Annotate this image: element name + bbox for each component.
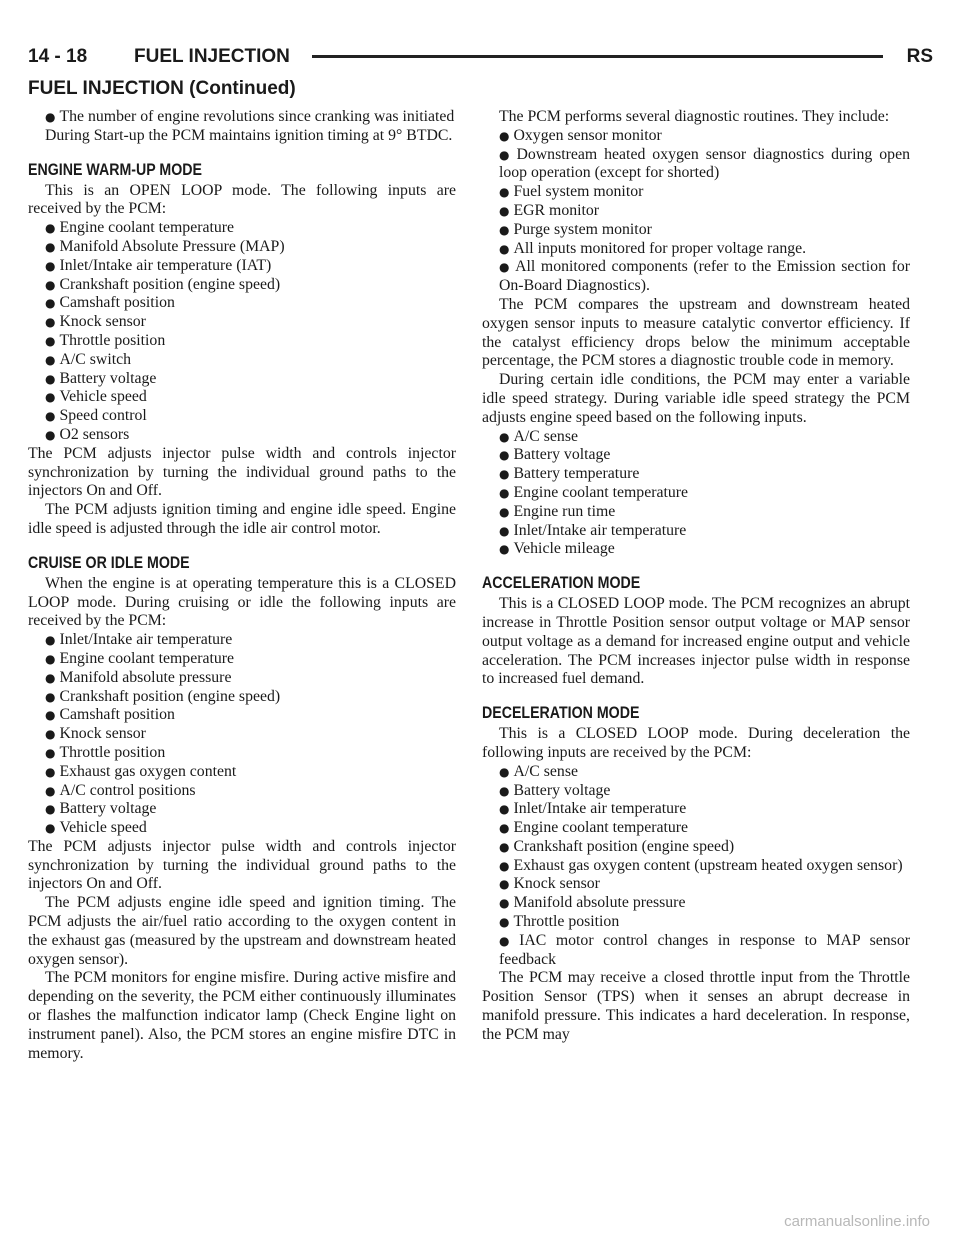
bullet-icon: ●	[45, 727, 56, 742]
heading-warmup: ENGINE WARM-UP MODE	[28, 160, 202, 179]
list-item: ● Oxygen sensor monitor	[499, 126, 662, 144]
list-item: ● IAC motor control changes in response to MAP sensor feedback	[499, 931, 910, 968]
bullet-icon: ●	[45, 821, 56, 836]
bullet-icon: ●	[499, 523, 510, 538]
list-item: ● Manifold absolute pressure	[499, 894, 686, 912]
list-item: ● Engine coolant temperature	[499, 819, 689, 837]
list-item: ● All monitored components (refer to the Emission section for On-Board Diagnostics).	[499, 258, 910, 295]
paragraph: The PCM adjusts injector pulse width and controls injector synchronization by turning the individual ground paths to the injectors On and Off.	[28, 444, 456, 500]
header-rule	[312, 55, 883, 58]
bullet-icon: ●	[499, 783, 510, 798]
bullet-icon: ●	[499, 485, 510, 500]
list-item: ● Inlet/Intake air temperature	[45, 631, 233, 649]
paragraph: This is a CLOSED LOOP mode. During deceleration the following inputs are received by the PCM:	[482, 725, 910, 761]
bullet-icon: ●	[45, 670, 56, 685]
list-item: ● Vehicle speed	[45, 388, 147, 406]
bullet-icon: ●	[499, 147, 513, 162]
list-item: ● A/C sense	[499, 427, 578, 445]
list-item: ● O2 sensors	[45, 425, 130, 443]
bullet-icon: ●	[45, 371, 56, 386]
bullet-icon: ●	[499, 222, 510, 237]
bullet-icon: ●	[45, 352, 56, 367]
list-item: ● Downstream heated oxygen sensor diagnostics during open loop operation (except for shorted)	[499, 145, 910, 182]
list-item: ● Throttle position	[45, 743, 166, 761]
bullet-icon: ●	[45, 651, 56, 666]
bullet-icon: ●	[45, 110, 56, 124]
list-item: ● Camshaft position	[45, 706, 175, 724]
paragraph: During certain idle conditions, the PCM may enter a variable idle speed strategy. During variable idle speed strategy the PCM adjusts engine speed based on the following inputs.	[482, 371, 910, 426]
list-item: ● Vehicle speed	[45, 819, 147, 837]
continued-title: FUEL INJECTION (Continued)	[28, 78, 296, 99]
paragraph: The PCM adjusts injector pulse width and controls injector synchronization by turning the individual ground paths to the injectors On and Off.	[28, 837, 456, 893]
bullet-icon: ●	[45, 315, 56, 330]
list-item: ● Engine run time	[499, 502, 616, 520]
bullet-icon: ●	[499, 802, 510, 817]
paragraph: The PCM monitors for engine misfire. During active misfire and depending on the severity, the PCM either continuously illuminates or flashes the malfunction indicator lamp (Check Engine light on instrument panel). Also, the PCM stores an engine misfire DTC in memory.	[28, 969, 456, 1062]
section-title: FUEL INJECTION	[134, 46, 290, 67]
list-item: ● A/C control positions	[45, 781, 196, 799]
list-item: ● All inputs monitored for proper voltage range.	[499, 239, 807, 257]
bullet-icon: ●	[499, 128, 510, 143]
bullet-icon: ●	[499, 933, 516, 948]
bullet-icon: ●	[499, 542, 510, 557]
paragraph: The PCM compares the upstream and downstream heated oxygen sensor inputs to measure catalytic convertor efficiency. If the catalyst efficiency drops below the minimum acceptable percentage, the PCM stores a diagnostic trouble code in memory.	[482, 295, 910, 370]
list-item: ● Battery voltage	[499, 446, 611, 464]
list-item: ● Engine coolant temperature	[45, 219, 235, 237]
bullet-icon: ●	[499, 504, 510, 519]
list-item: ● Knock sensor	[45, 725, 146, 743]
list-item: ● Exhaust gas oxygen content (upstream heated oxygen sensor)	[499, 856, 903, 874]
bullet-icon: ●	[45, 764, 56, 779]
left-column	[28, 108, 456, 1063]
page-header	[28, 46, 933, 68]
list-item: ● Battery voltage	[45, 369, 157, 387]
bullet-icon: ●	[499, 821, 510, 836]
heading-acceleration: ACCELERATION MODE	[482, 574, 641, 593]
bullet-icon: ●	[499, 260, 512, 275]
list-item: ● Throttle position	[45, 331, 166, 349]
list-item: ● Battery voltage	[499, 781, 611, 799]
bullet-icon: ●	[499, 858, 510, 873]
list-item: ● Purge system monitor	[499, 220, 652, 238]
list-item: ● Engine coolant temperature	[45, 649, 235, 667]
bullet-icon: ●	[499, 429, 510, 444]
model-code: RS	[906, 46, 933, 67]
bullet-icon: ●	[45, 296, 56, 311]
paragraph: During Start-up the PCM maintains ignition timing at 9° BTDC.	[45, 126, 453, 144]
paragraph: The PCM adjusts ignition timing and engine idle speed. Engine idle speed is adjusted through the idle air control motor.	[28, 501, 456, 537]
warmup-input-list	[28, 219, 456, 445]
bullet-icon: ●	[45, 745, 56, 760]
bullet-icon: ●	[45, 333, 56, 348]
bullet-icon: ●	[45, 427, 56, 442]
list-item: ● Speed control	[45, 407, 147, 425]
list-item: ● Crankshaft position (engine speed)	[45, 687, 281, 705]
bullet-icon: ●	[499, 203, 510, 218]
bullet-icon: ●	[45, 221, 56, 236]
heading-cruise: CRUISE OR IDLE MODE	[28, 553, 190, 572]
list-item: ● Knock sensor	[45, 313, 146, 331]
list-item: ● Crankshaft position (engine speed)	[45, 275, 281, 293]
list-item: ● Knock sensor	[499, 875, 600, 893]
diagnostic-routine-list	[482, 127, 910, 296]
bullet-icon: ●	[45, 802, 56, 817]
cruise-input-list	[28, 631, 456, 838]
heading-deceleration: DECELERATION MODE	[482, 704, 640, 723]
bullet-icon: ●	[45, 258, 56, 273]
list-item: ● Fuel system monitor	[499, 183, 644, 201]
list-item: ● Manifold Absolute Pressure (MAP)	[45, 237, 285, 255]
bullet-icon: ●	[499, 467, 510, 482]
list-item: ● Battery voltage	[45, 800, 157, 818]
bullet-icon: ●	[45, 409, 56, 424]
list-item: ● EGR monitor	[499, 201, 600, 219]
paragraph: This is an OPEN LOOP mode. The following inputs are received by the PCM:	[28, 181, 456, 218]
list-item: ● Exhaust gas oxygen content	[45, 762, 237, 780]
bullet-icon: ●	[499, 448, 510, 463]
bullet-icon: ●	[499, 896, 510, 911]
paragraph: The PCM adjusts engine idle speed and ignition timing. The PCM adjusts the air/fuel ratio according to the oxygen content in the exhaust gas (measured by the upstream and downstream heated oxygen sensor).	[28, 894, 456, 968]
bullet-icon: ●	[499, 241, 510, 256]
bullet-icon: ●	[45, 390, 56, 405]
list-item: ● Crankshaft position (engine speed)	[499, 837, 735, 855]
decel-input-list	[482, 763, 910, 970]
bullet-icon: ●	[45, 783, 56, 798]
right-column	[482, 108, 910, 1045]
paragraph: When the engine is at operating temperature this is a CLOSED LOOP mode. During cruising or idle the following inputs are received by the PCM:	[28, 574, 456, 630]
list-item: ● Throttle position	[499, 913, 620, 931]
bullet-icon: ●	[499, 185, 510, 200]
bullet-icon: ●	[45, 239, 56, 254]
bullet-icon: ●	[45, 708, 56, 723]
idle-input-list	[482, 428, 910, 560]
bullet-icon: ●	[499, 764, 510, 779]
bullet-icon: ●	[499, 915, 510, 930]
bullet-icon: ●	[499, 877, 510, 892]
list-item: ● Inlet/Intake air temperature	[499, 800, 687, 818]
bullet-icon: ●	[499, 839, 510, 854]
list-item: ● Inlet/Intake air temperature (IAT)	[45, 256, 272, 274]
bullet-icon: ●	[45, 633, 56, 648]
list-item: ● Vehicle mileage	[499, 540, 615, 558]
list-item: ● A/C sense	[499, 762, 578, 780]
watermark-link[interactable]: carmanualsonline.info	[784, 1213, 930, 1230]
list-item: ● Battery temperature	[499, 465, 640, 483]
bullet-icon: ●	[45, 689, 56, 704]
list-item: ● Camshaft position	[45, 294, 175, 312]
list-item: ● Inlet/Intake air temperature	[499, 521, 687, 539]
list-item: ● A/C switch	[45, 350, 132, 368]
bullet-item: ● The number of engine revolutions since cranking was initiated	[45, 108, 455, 125]
page-number: 14 - 18	[28, 46, 88, 67]
paragraph: This is a CLOSED LOOP mode. The PCM recognizes an abrupt increase in Throttle Position sensor output voltage or MAP sensor output voltage as a demand for increased engine output and vehicle acceleration. The PCM increases injector pulse width in response to increased fuel demand.	[482, 595, 910, 688]
paragraph: The PCM may receive a closed throttle input from the Throttle Position Sensor (TPS) when it senses an abrupt decrease in manifold pressure. This indicates a hard deceleration. In response, the PCM may	[482, 969, 910, 1043]
list-item: ● Manifold absolute pressure	[45, 668, 232, 686]
list-item: ● Engine coolant temperature	[499, 483, 689, 501]
bullet-icon: ●	[45, 277, 56, 292]
paragraph: The PCM performs several diagnostic routines. They include:	[499, 108, 890, 125]
